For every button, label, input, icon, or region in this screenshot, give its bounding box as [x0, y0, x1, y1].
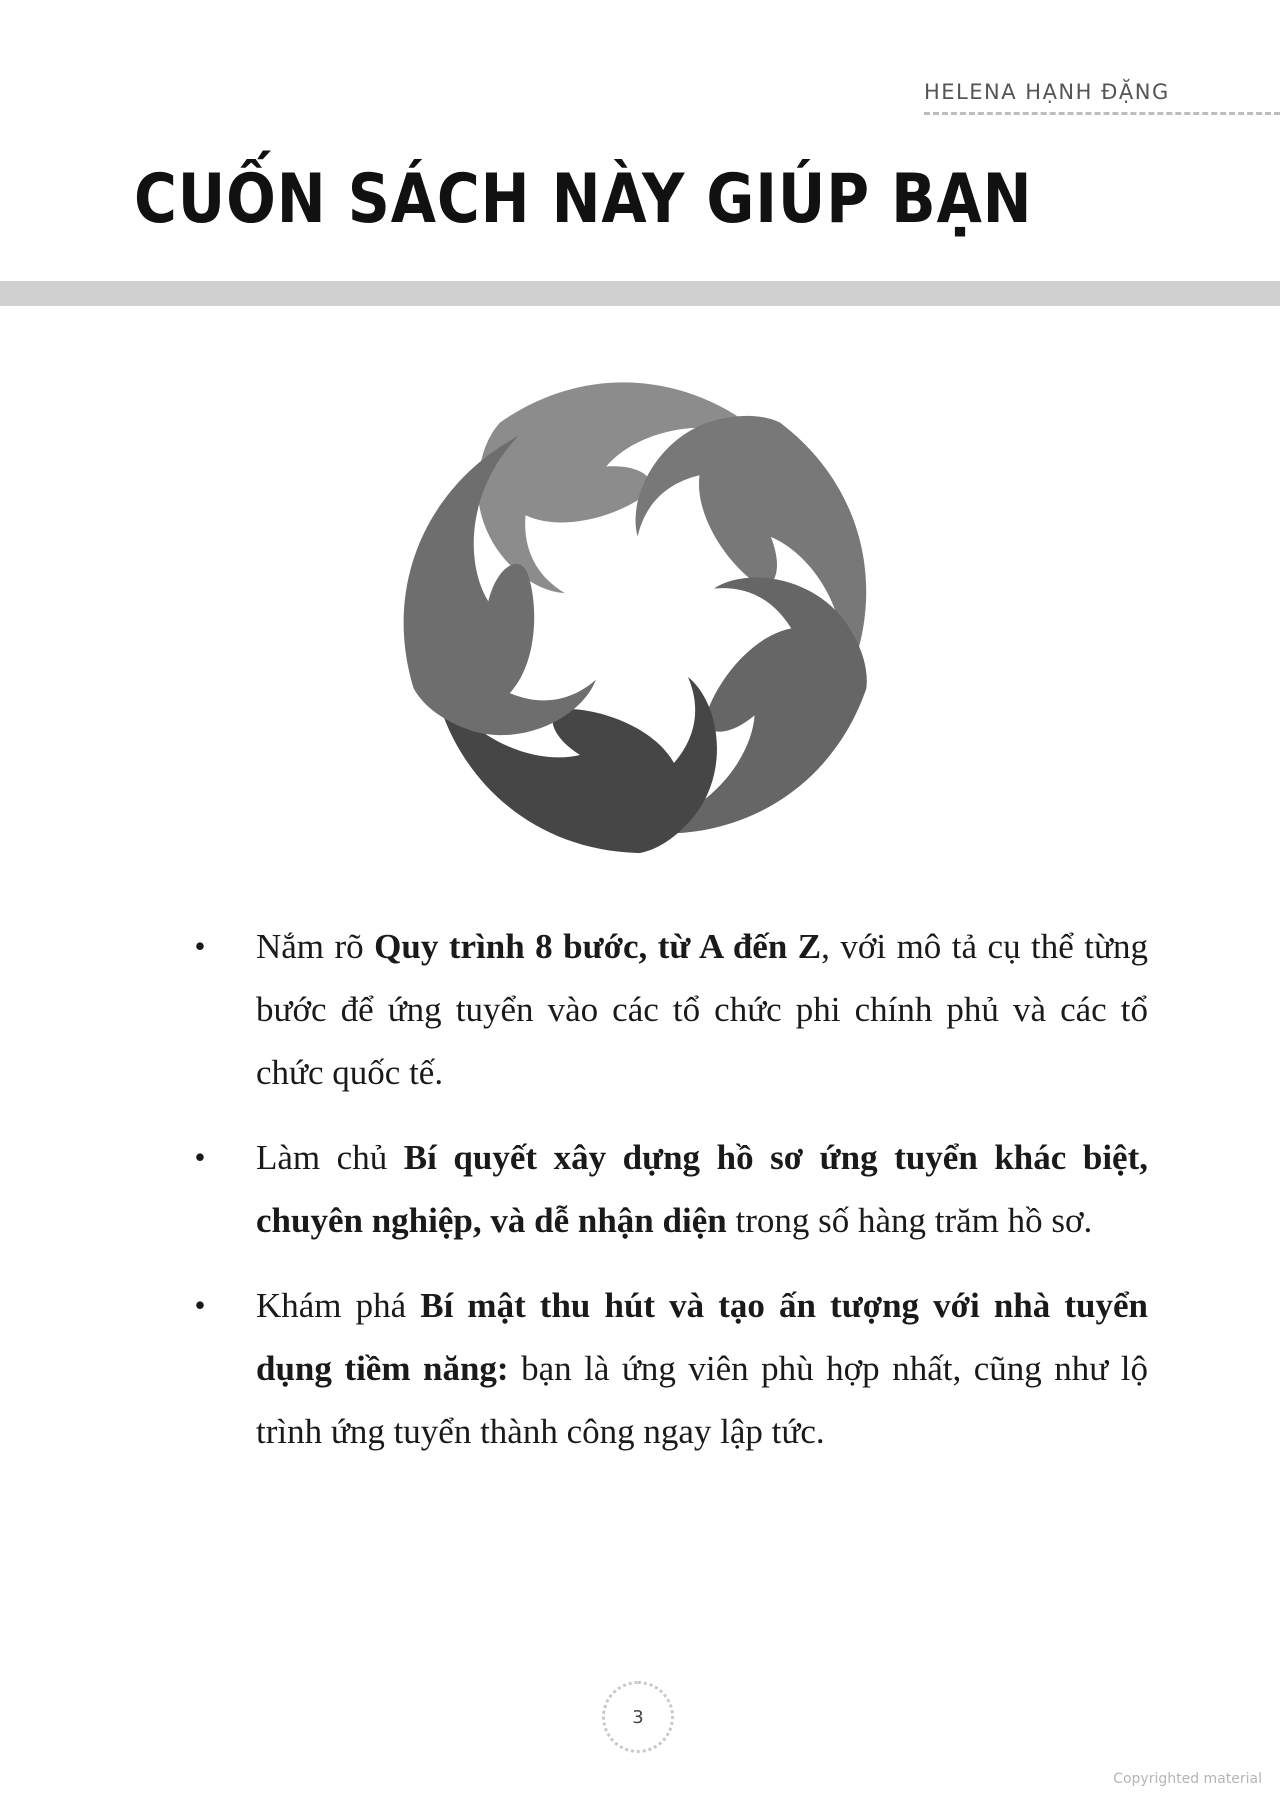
list-item [188, 915, 1148, 1104]
item-text-bold: Quy trình 8 bước, từ A đến Z [374, 927, 822, 966]
item-text-tail: , với mô tả cụ thể từng bước để ứng tuyển vào các tổ chức phi chính phủ và các tổ chức quốc tế. [256, 927, 1148, 1092]
header-dashed-rule [924, 112, 1280, 115]
list-item [188, 1274, 1148, 1463]
bullet-dot-icon: • [194, 1139, 206, 1175]
page-number: 3 [602, 1681, 674, 1753]
item-text-bold: Bí quyết xây dựng hồ sơ ứng tuyển khác biệt, chuyên nghiệp, và dễ nhận diện [256, 1138, 1148, 1240]
swirl-petals-icon [390, 370, 890, 860]
item-text-lead: Khám phá [256, 1286, 421, 1325]
item-text-lead: Nắm rõ [256, 927, 375, 966]
bullet-dot-icon: • [194, 928, 206, 964]
running-header-author: HELENA HẠNH ĐẶNG [924, 80, 1170, 104]
benefit-list [188, 915, 1148, 1485]
bullet-dot-icon: • [194, 1287, 206, 1323]
item-text-lead: Làm chủ [256, 1138, 404, 1177]
page-title: CUỐN SÁCH NÀY GIÚP BẠN [134, 160, 1033, 239]
item-text-bold: Bí mật thu hút và tạo ấn tượng với nhà tuyển dụng tiềm năng: [256, 1286, 1148, 1388]
copyright-watermark: Copyrighted material [1113, 1771, 1262, 1787]
list-item [188, 1126, 1148, 1252]
item-text-tail: bạn là ứng viên phù hợp nhất, cũng như lộ trình ứng tuyển thành công ngay lập tức. [256, 1349, 1148, 1451]
title-underline-band [0, 281, 1280, 306]
item-text-tail: trong số hàng trăm hồ sơ. [726, 1201, 1093, 1240]
